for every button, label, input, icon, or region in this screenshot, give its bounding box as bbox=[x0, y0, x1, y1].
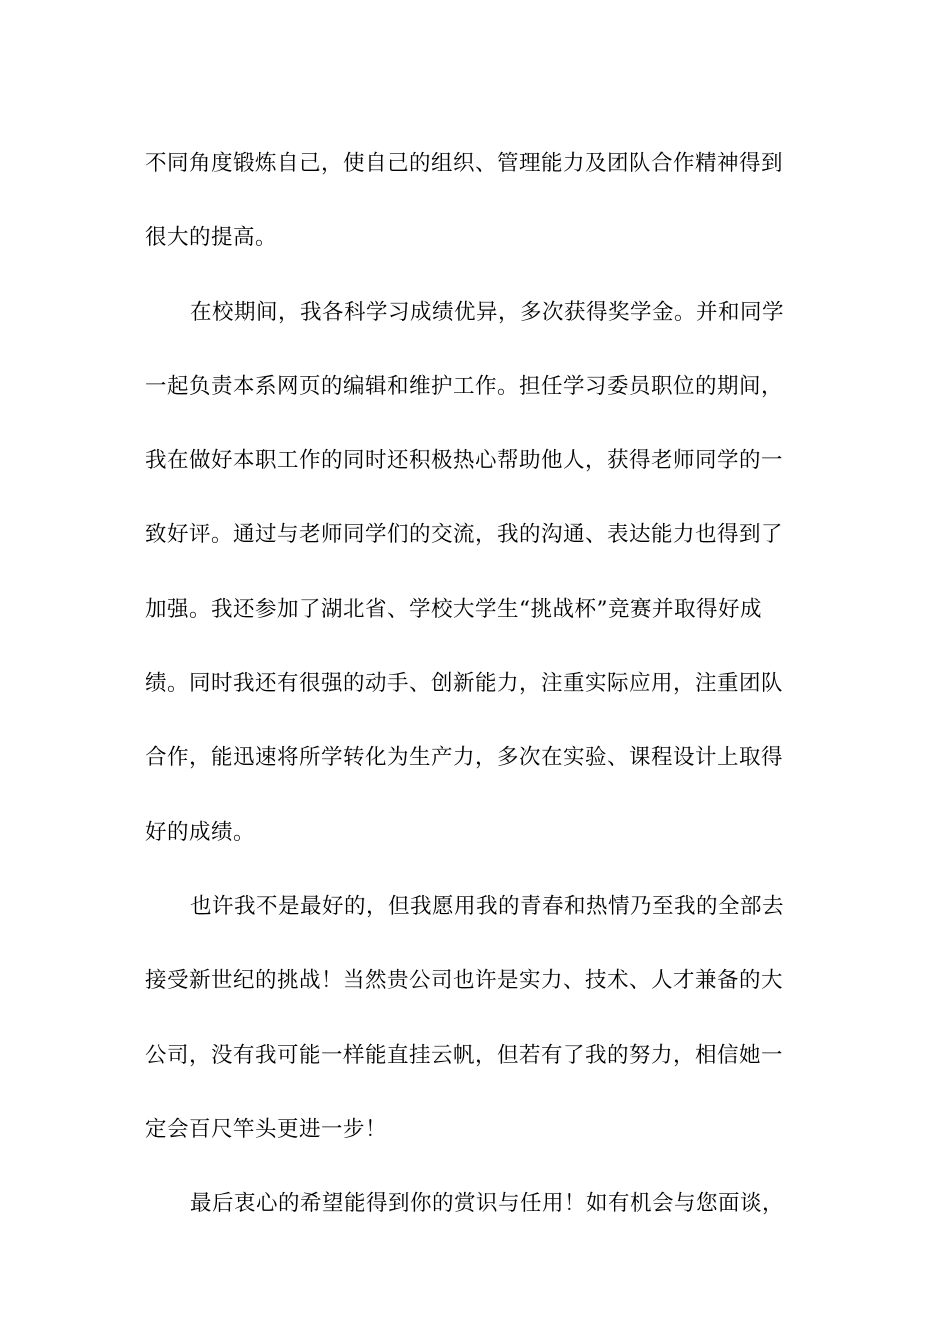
text-line: 致好评。通过与老师同学们的交流，我的沟通、表达能力也得到了 bbox=[145, 522, 784, 548]
document-body bbox=[145, 127, 807, 1241]
text-line: 好的成绩。 bbox=[145, 819, 256, 845]
paragraph-start-line: 在校期间，我各科学习成绩优异，多次获得奖学金。并和同学 bbox=[190, 299, 785, 325]
text-line: 不同角度锻炼自己，使自己的组织、管理能力及团队合作精神得到 bbox=[145, 151, 784, 176]
text-line: 一起负责本系网页的编辑和维护工作。担任学习委员职位的期间， bbox=[145, 373, 784, 399]
text-line: 公司，没有我可能一样能直挂云帆，但若有了我的努力，相信她一 bbox=[145, 1042, 784, 1068]
text-line: 加强。我还参加了湖北省、学校大学生“挑战杯”竞赛并取得好成 bbox=[145, 596, 762, 622]
text-line: 定会百尺竿头更进一步！ bbox=[145, 1116, 388, 1142]
text-line: 接受新世纪的挑战！当然贵公司也许是实力、技术、人才兼备的大 bbox=[145, 968, 784, 994]
text-line: 合作，能迅速将所学转化为生产力，多次在实验、课程设计上取得 bbox=[145, 745, 784, 771]
text-line: 很大的提高。 bbox=[145, 225, 278, 251]
paragraph-start-line: 也许我不是最好的，但我愿用我的青春和热情乃至我的全部去 bbox=[190, 893, 785, 919]
text-line: 绩。同时我还有很强的动手、创新能力，注重实际应用，注重团队 bbox=[145, 671, 784, 697]
paragraph-start-line: 最后衷心的希望能得到你的赏识与任用！如有机会与您面谈， bbox=[190, 1191, 785, 1217]
text-line: 我在做好本职工作的同时还积极热心帮助他人，获得老师同学的一 bbox=[145, 448, 784, 474]
